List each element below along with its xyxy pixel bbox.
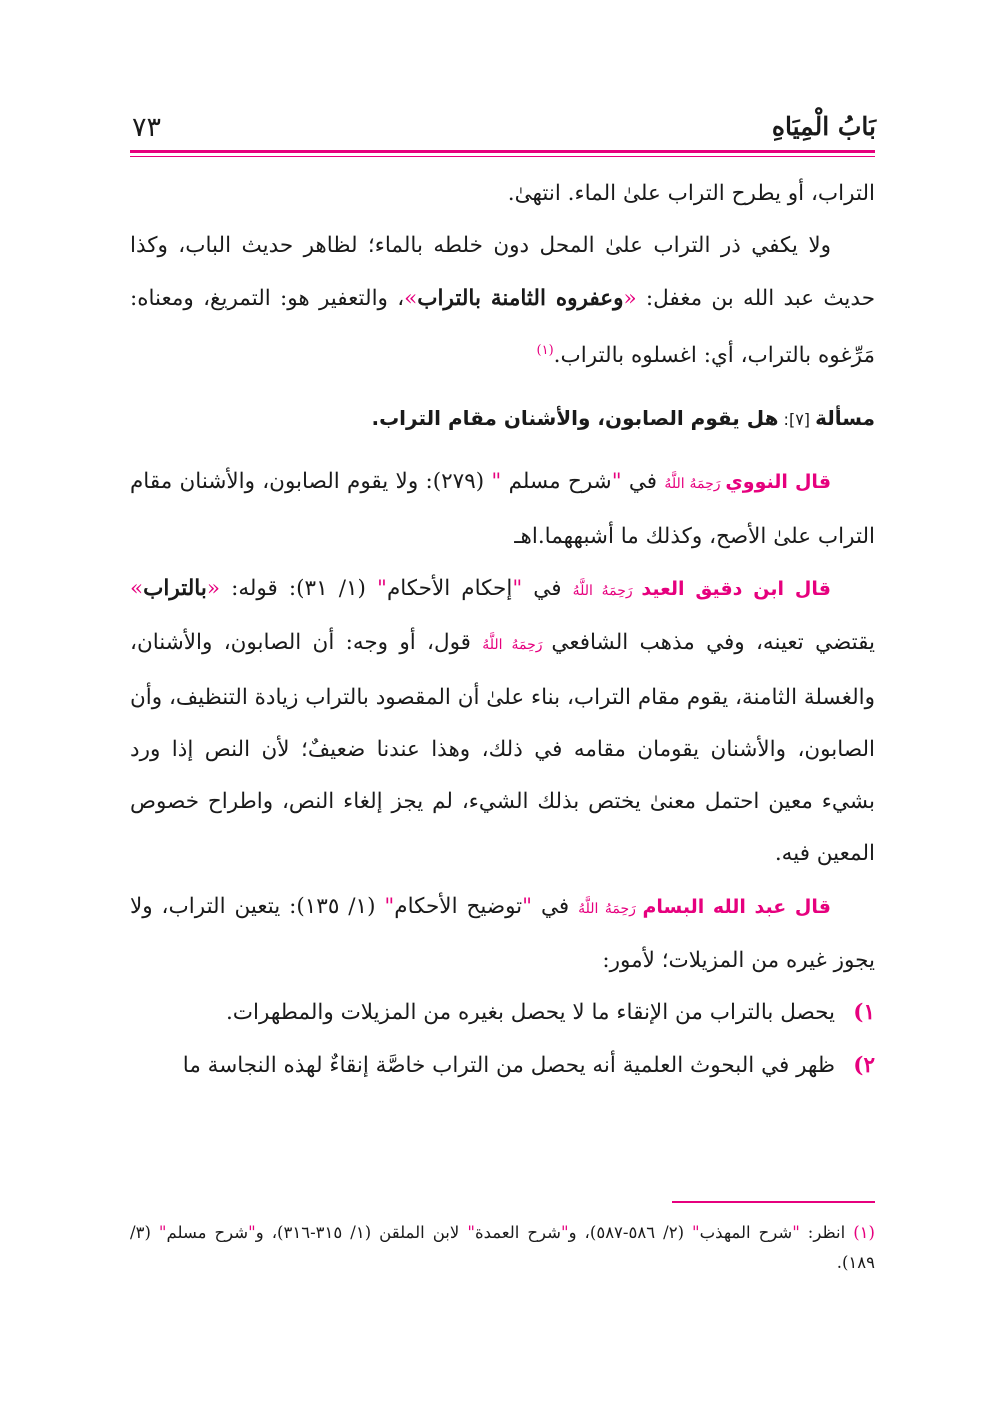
footnote-1 xyxy=(130,1218,875,1278)
p2-quote-open: « xyxy=(623,285,637,311)
question-number: [٧]: xyxy=(778,410,816,430)
header-rule-thick xyxy=(130,150,875,153)
question-label: مسألة xyxy=(815,406,875,431)
fn-book-3: شرح مسلم xyxy=(166,1223,249,1242)
p5-text-1: في xyxy=(532,893,579,919)
fn-quote: " xyxy=(560,1223,569,1242)
p4-quote-close: " xyxy=(377,575,387,601)
p3-quote-open: " xyxy=(611,469,622,495)
paragraph-1: التراب، أو يطرح التراب علىٰ الماء. انتهىٰ. xyxy=(507,181,875,206)
p4-bracket-open: « xyxy=(206,575,220,601)
fn-quote: " xyxy=(692,1223,700,1242)
fn-book-2: شرح العمدة xyxy=(474,1223,561,1242)
chapter-title: بَابُ الْمِيَاهِ xyxy=(771,112,876,141)
book-title: توضيح الأحكام xyxy=(394,893,523,919)
footnote-number: (١) xyxy=(853,1223,875,1242)
main-text xyxy=(130,168,875,1092)
paragraph-ibn-daqiq xyxy=(130,563,875,881)
p2-quote-close: » xyxy=(404,285,418,311)
p4-text-2: (١/ ٣١): قوله: xyxy=(219,575,378,601)
p4-text-1: في xyxy=(522,575,573,601)
list-number: ٢) xyxy=(853,1052,875,1078)
keyword: بالتراب xyxy=(143,575,207,601)
fn-book-1: شرح المهذب xyxy=(699,1223,793,1242)
list-item xyxy=(130,1040,875,1092)
honorific: رَحِمَهُ اللَّهُ xyxy=(664,476,726,493)
fn-quote: " xyxy=(467,1223,475,1242)
question-heading xyxy=(130,382,875,456)
list-number: ١) xyxy=(853,1000,875,1026)
fn-text-1: انظر: xyxy=(799,1223,854,1242)
p5-quote-close: " xyxy=(384,893,395,919)
fn-quote: " xyxy=(248,1223,256,1242)
paragraph-2 xyxy=(130,220,875,382)
p5-text-2: (١/ ١٣٥): يتعين التراب، ولا يجوز غيره من المزيلات؛ لأمور: xyxy=(130,893,875,974)
p4-quote-open: " xyxy=(512,575,523,601)
p4-bracket-close: » xyxy=(130,575,144,601)
fn-text-3: لابن الملقن (١/ ٣١٥-٣١٦)، و xyxy=(255,1223,468,1242)
fn-quote: " xyxy=(158,1223,167,1242)
p2-text-1: ولا يكفي ذر التراب علىٰ المحل دون خلطه بالماء؛ لظاهر حديث الباب، وكذا حديث عبد الله بن مغفل: xyxy=(130,233,875,311)
honorific: رَحِمَهُ اللَّهُ xyxy=(572,582,642,599)
list-item xyxy=(130,987,875,1039)
scholar-name: قال ابن دقيق العيد xyxy=(641,577,831,600)
page-number: ٧٣ xyxy=(132,112,162,143)
footnote-separator xyxy=(672,1201,875,1203)
honorific: رَحِمَهُ اللَّهُ xyxy=(482,637,552,654)
list-text: يحصل بالتراب من الإنقاء ما لا يحصل بغيره من المزيلات والمطهرات. xyxy=(225,1000,835,1026)
honorific: رَحِمَهُ اللَّهُ xyxy=(578,900,643,917)
footnote xyxy=(130,1218,875,1278)
paragraph-nawawi xyxy=(130,456,875,563)
scholar-name: قال النووي xyxy=(725,471,832,494)
fn-text-2: (٢/ ٥٨٦-٥٨٧)، و xyxy=(568,1223,693,1242)
p3-text-1: في xyxy=(621,469,665,495)
book-title: شرح مسلم xyxy=(508,469,612,495)
p5-quote-open: " xyxy=(522,893,533,919)
fn-quote: " xyxy=(792,1223,800,1242)
scholar-name: قال عبد الله البسام xyxy=(642,895,831,918)
question-text: هل يقوم الصابون، والأشنان مقام التراب. xyxy=(371,406,779,431)
p3-text-2: (٢٧٩): ولا يقوم الصابون، والأشنان مقام التراب علىٰ الأصح، وكذلك ما أشبههما.اهـ xyxy=(130,469,875,549)
paragraph-bassam xyxy=(130,881,875,988)
header-rule-thin xyxy=(130,156,875,157)
p4-text-4: قول، أو وجه: أن الصابون، والأشنان، والغسلة الثامنة، يقوم مقام التراب، بناء علىٰ أن المقصود بالتراب زيادة التنظيف، وأن الصابون، والأشنان يقومان مقامه في ذلك، وهذا عندنا ضعيفٌ؛ لأن النص إذا ورد بشيء معين احتمل معنىٰ يختص بذلك الشيء، لم يجز إلغاء النص، واطراح خصوص المعين فيه. xyxy=(130,630,875,867)
p4-text-3: يقتضي تعينه، وفي مذهب الشافعي xyxy=(551,630,875,656)
hadith-text: وعفروه الثامنة بالتراب xyxy=(417,285,624,311)
footnote-ref[interactable]: (١) xyxy=(536,342,554,358)
book-title: إحكام الأحكام xyxy=(386,575,513,601)
fn-text-4: (٣/ ١٨٩). xyxy=(130,1223,875,1272)
p2-text-2: ، والتعفير هو: التمريغ، ومعناه: مَرِّغوه بالتراب، أي: اغسلوه بالتراب. xyxy=(130,285,875,369)
p3-quote-close: " xyxy=(491,469,509,495)
list-text: ظهر في البحوث العلمية أنه يحصل من التراب خاصَّة إنقاءٌ لهذه النجاسة ما xyxy=(182,1052,835,1078)
